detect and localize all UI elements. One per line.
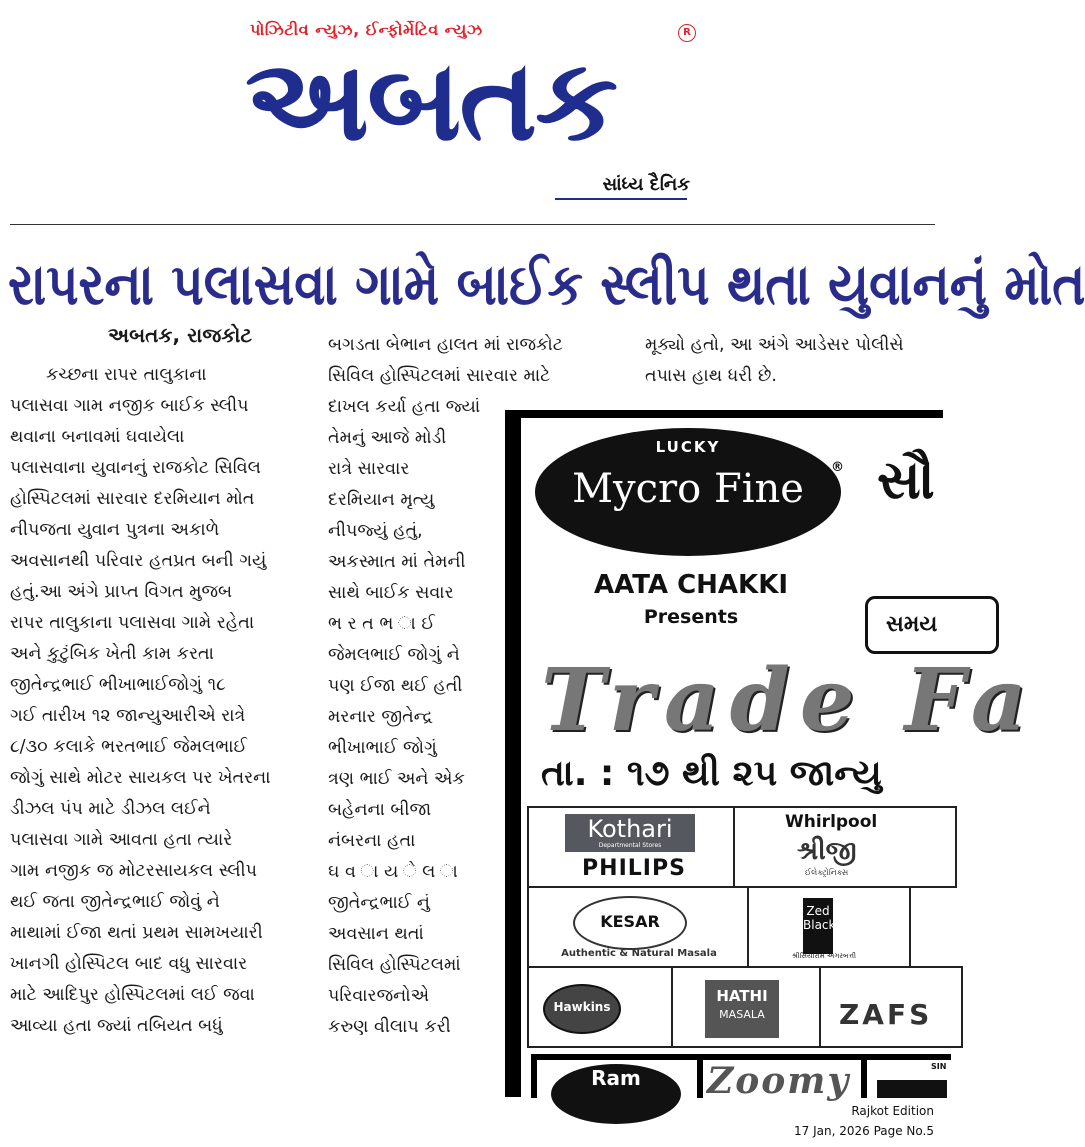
- ram-logo: Ram: [591, 1066, 641, 1090]
- kesar-tagline: Authentic & Natural Masala: [561, 948, 717, 959]
- article-line: અવસાનથી પરિવાર હતપ્રત બની ગયું: [10, 551, 267, 571]
- article-line: જેમલભાઈ જોગું ને: [328, 645, 460, 665]
- sponsor-zed-black[interactable]: [747, 886, 911, 968]
- article-line: તપાસ હાથ ધરી છે.: [645, 366, 777, 386]
- article-line: આવ્યા હતા જ્યાં તબિયત બધું: [10, 1016, 223, 1036]
- article-line: તેમનું આજે મોડી: [328, 428, 447, 448]
- zafs-logo: ZAFS: [839, 998, 933, 1031]
- article-line: અવસાન થતાં: [328, 924, 424, 944]
- article-line: ગામ નજીક જ મોટરસાયકલ સ્લીપ: [10, 861, 257, 881]
- article-column-2: [328, 392, 492, 1043]
- article-line: રાત્રે સારવાર: [328, 459, 410, 479]
- article-line: દાખલ કર્યા હતા જ્યાં: [328, 397, 481, 417]
- article-line: થવાના બનાવમાં ઘવાયેલા: [10, 427, 185, 447]
- article-line: હતું.આ અંગે પ્રાપ્ત વિગત મુજબ: [10, 582, 233, 602]
- article-line: પલાસવાના યુવાનનું રાજકોટ સિવિલ: [10, 458, 261, 478]
- article-line: જીતેન્દ્રભાઈ ભીખાભાઈજોગું ૧૮: [10, 675, 226, 695]
- page-info: 17 Jan, 2026 Page No.5: [794, 1124, 934, 1138]
- article-line: પરિવારજનોએ: [328, 986, 430, 1006]
- sponsor-hawkins[interactable]: [527, 966, 673, 1048]
- article-byline: અબતક, રાજકોટ: [107, 323, 253, 347]
- masthead-tagline: પોઝિટીવ ન્યુઝ, ઈન્ફોર્મેટિવ ન્યુઝ: [250, 20, 483, 39]
- whirlpool-logo: Whirlpool: [785, 812, 878, 832]
- article-line: અને કુટુંબિક ખેતી કામ કરતા: [10, 644, 214, 664]
- hathi-logo: HATHI: [705, 980, 779, 1038]
- article-line: જોગું સાથે મોટર સાયકલ પર ખેતરના: [10, 768, 271, 788]
- hathi-subtitle: MASALA: [719, 1008, 765, 1021]
- zed-black-logo: Zed Black: [803, 898, 833, 954]
- article-line: રાપર તાલુકાના પલાસવા ગામે રહેતા: [10, 613, 255, 633]
- article-line: ડીઝલ પંપ માટે ડીઝલ લઈને: [10, 799, 211, 819]
- article-line: સિવિલ હોસ્પિટલમાં સારવાર માટે: [328, 366, 551, 386]
- brand-name: Mycro Fine: [572, 466, 804, 512]
- shriji-logo: શ્રીજી: [797, 836, 857, 866]
- sponsor-ram[interactable]: [537, 1060, 697, 1100]
- sponsor-grid: [527, 806, 957, 1046]
- article-line: ત્રણ ભાઈ અને એક: [328, 769, 465, 789]
- article-line: હોસ્પિટલમાં સારવાર દરમિયાન મોત: [10, 489, 255, 509]
- sponsor-zoomy[interactable]: [703, 1060, 861, 1100]
- article-line: દરમિયાન મૃત્યુ: [328, 490, 435, 510]
- sin-logo-bar: [877, 1080, 947, 1098]
- article-line: માથામાં ઈજા થતાં પ્રથમ સામખયારી: [10, 923, 263, 943]
- article-column-1: [10, 360, 302, 1042]
- article-line: મરનાર જીતેન્દ્ર: [328, 707, 433, 727]
- zed-black-subtitle: શ્રીસિયારામ અગરબત્તી: [792, 952, 856, 960]
- hawkins-logo: Hawkins: [553, 1000, 611, 1014]
- masthead-subtitle: સાંધ્ય દૈનિક: [602, 174, 690, 195]
- zoomy-logo: Zoomy: [707, 1060, 851, 1102]
- article-line: ઘ વ ા ય ે લ ા: [328, 862, 458, 882]
- sponsor-bottom-row: [531, 1054, 951, 1102]
- shriji-subtitle: ઈલેક્ટ્રોનિક્સ: [805, 868, 849, 877]
- sin-logo: SIN: [931, 1062, 947, 1071]
- presents-label: Presents: [643, 606, 739, 628]
- advert-side-title: સૌ: [877, 448, 935, 511]
- brand-lucky-label: LUCKY: [655, 438, 721, 456]
- sponsor-kesar[interactable]: [527, 886, 749, 968]
- article-line: ગઈ તારીખ ૧૨ જાન્યુઆરીએ રાત્રે: [10, 706, 246, 726]
- trade-fair-advert[interactable]: [505, 410, 1037, 1102]
- article-line: જીતેન્દ્રભાઈ નું: [328, 893, 430, 913]
- article-line: બગડતા બેભાન હાલત માં રાજકોટ: [328, 335, 563, 355]
- aata-chakki-label: AATA CHAKKI: [593, 570, 789, 600]
- kothari-subtitle: Departmental Stores: [598, 842, 662, 849]
- advert-panel: [521, 418, 1037, 1102]
- mycro-fine-logo: [535, 428, 844, 556]
- newspaper-logo: અબતક: [245, 36, 617, 166]
- article-line: ખાનગી હોસ્પિટલ બાદ વધુ સારવાર: [10, 954, 248, 974]
- article-line: સિવિલ હોસ્પિટલમાં: [328, 955, 461, 975]
- edition-label: Rajkot Edition: [851, 1104, 934, 1118]
- article-line: પલાસવા ગામે આવતા હતા ત્યારે: [10, 830, 233, 850]
- article-column-2-top: [328, 330, 620, 392]
- article-line: થઈ જતા જીતેન્દ્રભાઈ જોવું ને: [10, 892, 220, 912]
- registered-mark: R: [678, 24, 696, 42]
- article-line: કરુણ વીલાપ કરી: [328, 1017, 451, 1037]
- kesar-logo: KESAR: [600, 912, 660, 931]
- samay-badge: સમય: [865, 596, 999, 654]
- sponsor-zafs[interactable]: [819, 966, 963, 1048]
- article-line: નીપજ્યું હતું,: [328, 521, 423, 541]
- article-line: કચ્છના રાપર તાલુકાના: [46, 365, 207, 385]
- trade-fair-title: Trade Fa: [541, 650, 1037, 751]
- sponsor-hathi[interactable]: [671, 966, 821, 1048]
- article-line: બહેનના બીજા: [328, 800, 432, 820]
- article-line: નંબરના હતા: [328, 831, 416, 851]
- article-column-3: [645, 330, 943, 392]
- article-line: પલાસવા ગામ નજીક બાઈક સ્લીપ: [10, 396, 249, 416]
- article-headline: રાપરના પલાસવા ગામે બાઈક સ્લીપ થતા યુવાનનું મોત: [8, 251, 1085, 318]
- article-line: પણ ઈજા થઈ હતી: [328, 676, 463, 696]
- sponsor-kothari-philips[interactable]: [527, 806, 735, 888]
- article-line: નીપજતા યુવાન પુત્રના અકાળે: [10, 520, 220, 540]
- trade-fair-dates: તા. : ૧૭ થી ૨૫ જાન્યુ: [541, 753, 882, 794]
- article-line: મૂક્યો હતો, આ અંગે આડેસર પોલીસે: [645, 335, 904, 355]
- philips-logo: PHILIPS: [582, 856, 686, 881]
- sponsor-whirlpool-shriji[interactable]: [733, 806, 957, 888]
- article-line: ૮/૩૦ કલાકે ભરતભાઈ જેમલભાઈ: [10, 737, 248, 757]
- article-line: ભીખાભાઈ જોગું: [328, 738, 437, 758]
- article-line: સાથે બાઈક સવાર: [328, 583, 454, 603]
- masthead-underline: [555, 198, 687, 200]
- article-line: માટે આદિપુર હોસ્પિટલમાં લઈ જવા: [10, 985, 255, 1005]
- article-line: ભ ર ત ભ ા ઈ: [328, 614, 435, 634]
- sponsor-sin[interactable]: [867, 1060, 951, 1100]
- kothari-logo: Kothari: [565, 814, 695, 852]
- brand-registered-mark: ®: [831, 460, 844, 475]
- header-divider: [10, 224, 935, 225]
- article-line: અકસ્માત માં તેમની: [328, 552, 466, 572]
